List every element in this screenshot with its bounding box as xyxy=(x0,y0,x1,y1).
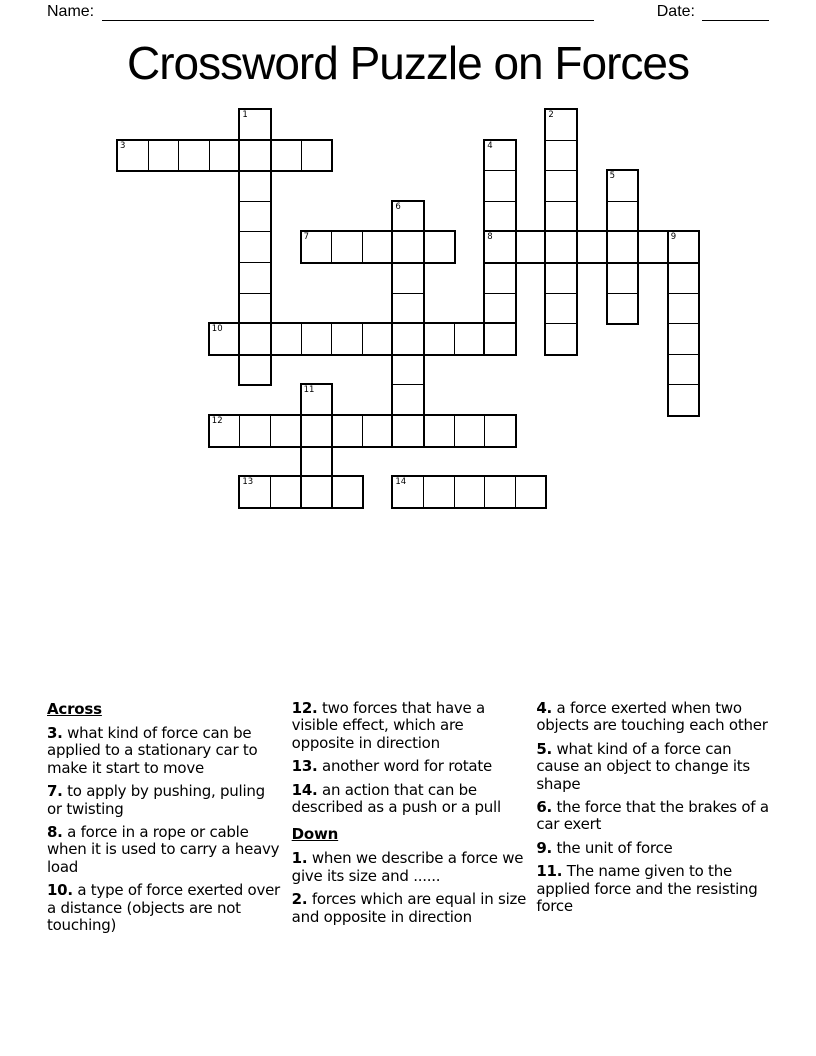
grid-cell[interactable] xyxy=(331,415,363,447)
grid-cell[interactable] xyxy=(239,354,271,386)
clue-10: 10. a type of force exerted over a distance (objects are not touching) xyxy=(47,881,280,935)
clue-9: 9. the unit of force xyxy=(536,838,673,857)
grid-cell[interactable] xyxy=(362,323,394,355)
grid-cell[interactable] xyxy=(545,231,577,263)
grid-cell[interactable] xyxy=(423,415,455,447)
grid-cell[interactable] xyxy=(239,293,271,325)
clue-6: 6. the force that the brakes of a car exert xyxy=(536,798,769,834)
clue-12: 12. two forces that have a visible effect, which are opposite in direction xyxy=(291,699,485,752)
grid-cell[interactable] xyxy=(607,201,639,233)
grid-cell[interactable] xyxy=(515,231,547,263)
grid-cell[interactable] xyxy=(576,231,608,263)
grid-cell[interactable] xyxy=(484,476,516,508)
cell-number-3: 3 xyxy=(120,140,126,151)
grid-cell[interactable] xyxy=(668,293,700,325)
grid-cell[interactable] xyxy=(545,262,577,294)
cell-number-10: 10 xyxy=(211,324,223,335)
grid-cell[interactable] xyxy=(545,323,577,355)
grid-cell[interactable] xyxy=(607,231,639,263)
clues-section xyxy=(47,700,773,940)
grid-cell[interactable] xyxy=(392,323,424,355)
grid-cell[interactable] xyxy=(362,415,394,447)
grid-cell[interactable] xyxy=(484,415,516,447)
grid-cell[interactable] xyxy=(484,170,516,202)
clue-7: 7. to apply by pushing, puling or twisting xyxy=(47,782,265,818)
grid-cell[interactable] xyxy=(301,140,333,172)
grid-cell[interactable] xyxy=(362,231,394,263)
grid-cell[interactable] xyxy=(668,384,700,416)
cell-number-11: 11 xyxy=(303,385,315,396)
name-input-line[interactable] xyxy=(102,4,594,21)
grid-cell[interactable] xyxy=(423,323,455,355)
grid-cell[interactable] xyxy=(270,140,302,172)
cell-number-13: 13 xyxy=(242,477,254,488)
grid-cell[interactable] xyxy=(392,354,424,386)
grid-cell[interactable] xyxy=(301,323,333,355)
clue-4: 4. a force exerted when two objects are touching each other xyxy=(536,699,768,735)
grid-cell[interactable] xyxy=(239,201,271,233)
clue-5: 5. what kind of a force can cause an object to change its shape xyxy=(536,739,750,793)
cell-number-7: 7 xyxy=(303,232,310,243)
grid-cell[interactable] xyxy=(209,140,241,172)
grid-cell[interactable] xyxy=(301,415,333,447)
grid-cell[interactable] xyxy=(515,476,547,508)
grid-cell[interactable] xyxy=(331,476,363,508)
grid-cell[interactable] xyxy=(392,231,424,263)
date-label: Date: xyxy=(656,3,695,20)
page-title: Crossword Puzzle on Forces xyxy=(127,37,689,89)
clue-column-3 xyxy=(536,700,773,940)
clue-1: 1. when we describe a force we give its size and ...... xyxy=(291,849,524,885)
grid-cell[interactable] xyxy=(392,384,424,416)
clue-14: 14. an action that can be described as a push or a pull xyxy=(291,780,501,817)
cell-number-9: 9 xyxy=(670,232,677,243)
clue-2: 2. forces which are equal in size and opposite in direction xyxy=(291,890,527,926)
cell-number-2: 2 xyxy=(548,110,554,120)
cell-number-8: 8 xyxy=(487,232,493,243)
grid-cell[interactable] xyxy=(148,140,180,172)
grid-cell[interactable] xyxy=(545,201,577,233)
grid-cell[interactable] xyxy=(270,476,302,508)
grid-cell[interactable] xyxy=(454,323,486,355)
clue-column-2 xyxy=(292,700,529,940)
grid-cell[interactable] xyxy=(392,262,424,294)
grid-cell[interactable] xyxy=(668,354,700,386)
clue-3: 3. what kind of force can be applied to a stationary car to make it start to move xyxy=(47,724,258,777)
across-heading: Across xyxy=(47,700,102,718)
grid-cell[interactable] xyxy=(484,201,516,233)
grid-cell[interactable] xyxy=(423,231,455,263)
cell-number-1: 1 xyxy=(242,110,248,120)
clue-column-1 xyxy=(47,700,284,940)
grid-cell[interactable] xyxy=(178,140,210,172)
grid-cell[interactable] xyxy=(484,262,516,294)
grid-cell[interactable] xyxy=(392,415,424,447)
grid-cell[interactable] xyxy=(392,293,424,325)
cell-number-4: 4 xyxy=(487,140,493,151)
grid-cell[interactable] xyxy=(239,262,271,294)
clue-8: 8. a force in a rope or cable when it is used to carry a heavy load xyxy=(47,823,280,876)
grid-cell[interactable] xyxy=(454,476,486,508)
grid-cell[interactable] xyxy=(301,476,333,508)
grid-cell[interactable] xyxy=(331,323,363,355)
cell-number-14: 14 xyxy=(395,477,407,488)
cell-number-5: 5 xyxy=(609,171,616,182)
grid-cell[interactable] xyxy=(239,231,271,263)
grid-cell[interactable] xyxy=(239,415,271,447)
crossword-grid xyxy=(117,109,699,508)
grid-cell[interactable] xyxy=(270,415,302,447)
down-heading: Down xyxy=(291,825,339,844)
cell-number-6: 6 xyxy=(395,201,401,212)
grid-cell[interactable] xyxy=(607,262,639,294)
grid-cell[interactable] xyxy=(239,170,271,202)
grid-cell[interactable] xyxy=(637,231,669,263)
grid-cell[interactable] xyxy=(301,446,333,478)
clue-11: 11. The name given to the applied force and the resisting force xyxy=(536,862,758,916)
grid-cell[interactable] xyxy=(607,293,639,325)
grid-cell[interactable] xyxy=(484,293,516,325)
grid-cell[interactable] xyxy=(668,262,700,294)
clue-13: 13. another word for rotate xyxy=(291,757,492,776)
grid-cell[interactable] xyxy=(454,415,486,447)
grid-cell[interactable] xyxy=(484,323,516,355)
grid-cell[interactable] xyxy=(545,170,577,202)
header-row xyxy=(47,2,769,21)
grid-cell[interactable] xyxy=(239,323,271,355)
grid-cell[interactable] xyxy=(331,231,363,263)
grid-cell[interactable] xyxy=(423,476,455,508)
grid-cell[interactable] xyxy=(545,140,577,172)
grid-cell[interactable] xyxy=(668,323,700,355)
name-label: Name: xyxy=(47,3,95,20)
grid-cell[interactable] xyxy=(239,140,271,172)
grid-cell[interactable] xyxy=(270,323,302,355)
date-input-line[interactable] xyxy=(702,4,769,21)
cell-number-12: 12 xyxy=(211,416,223,426)
grid-cell[interactable] xyxy=(545,293,577,325)
